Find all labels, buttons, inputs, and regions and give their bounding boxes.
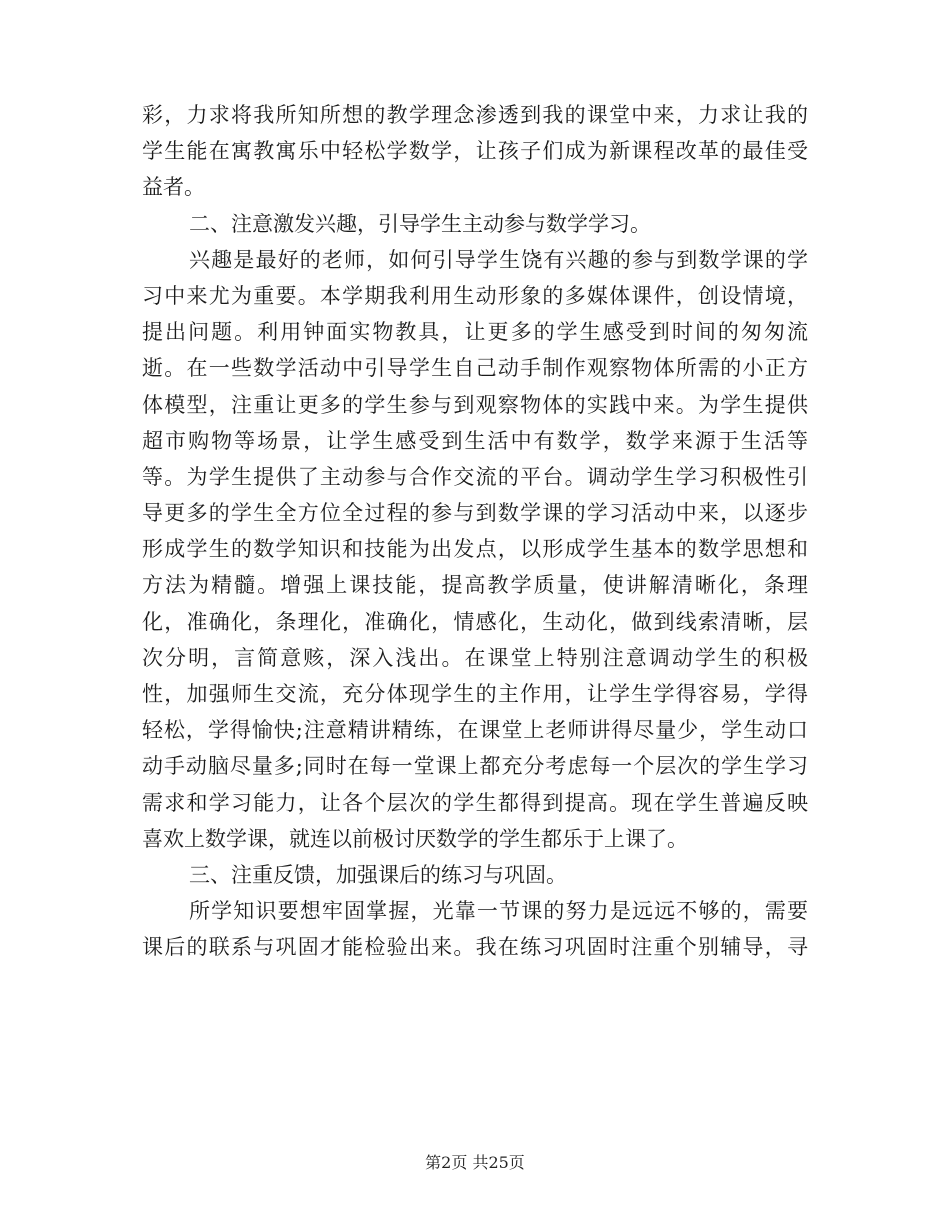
text-line: 化，准确化，条理化，准确化，情感化，生动化，做到线索清晰，层	[142, 609, 808, 634]
text-line: 喜欢上数学课，就连以前极讨厌数学的学生都乐于上课了。	[142, 826, 688, 851]
text-line: 动手动脑尽量多;同时在每一堂课上都充分考虑每一个层次的学生学习	[142, 754, 808, 779]
text-line: 彩，力求将我所知所想的教学理念渗透到我的课堂中来，力求让我的	[142, 103, 808, 127]
text-line: 形成学生的数学知识和技能为出发点，以形成学生基本的数学思想和	[142, 537, 808, 562]
text-line: 三、注重反馈，加强课后的练习与巩固。	[189, 862, 567, 887]
document-body	[142, 97, 808, 966]
page-footer: 第2页 共25页	[425, 1153, 525, 1172]
text-line: 超市购物等场景，让学生感受到生活中有数学，数学来源于生活等	[142, 428, 808, 453]
text-line: 轻松，学得愉快;注意精讲精练，在课堂上老师讲得尽量少，学生动口	[142, 718, 808, 743]
text-line: 逝。在一些数学活动中引导学生自己动手制作观察物体所需的小正方	[142, 356, 808, 381]
text-line: 课后的联系与巩固才能检验出来。我在练习巩固时注重个别辅导，寻	[142, 935, 808, 960]
text-line: 次分明，言简意赅，深入浅出。在课堂上特别注意调动学生的积极	[142, 645, 808, 670]
text-line: 性，加强师生交流，充分体现学生的主作用，让学生学得容易，学得	[142, 682, 808, 706]
text-line: 等。为学生提供了主动参与合作交流的平台。调动学生学习积极性引	[142, 464, 808, 489]
text-line: 体模型，注重让更多的学生参与到观察物体的实践中来。为学生提供	[142, 392, 808, 417]
text-line: 益者。	[142, 175, 205, 200]
text-line: 方法为精髓。增强上课技能，提高教学质量，使讲解清晰化，条理	[142, 573, 808, 598]
text-line: 导更多的学生全方位全过程的参与到数学课的学习活动中来，以逐步	[142, 501, 808, 526]
text-line: 兴趣是最好的老师，如何引导学生饶有兴趣的参与到数学课的学	[189, 247, 808, 272]
text-line: 提出问题。利用钟面实物教具，让更多的学生感受到时间的匆匆流	[142, 320, 808, 345]
text-line: 学生能在寓教寓乐中轻松学数学，让孩子们成为新课程改革的最佳受	[142, 139, 808, 164]
text-line: 习中来尤为重要。本学期我利用生动形象的多媒体课件，创设情境，	[142, 283, 808, 308]
text-line: 所学知识要想牢固掌握，光靠一节课的努力是远远不够的，需要	[189, 899, 808, 924]
text-line: 二、注意激发兴趣，引导学生主动参与数学学习。	[189, 211, 651, 236]
text-line: 需求和学习能力，让各个层次的学生都得到提高。现在学生普遍反映	[142, 790, 808, 815]
